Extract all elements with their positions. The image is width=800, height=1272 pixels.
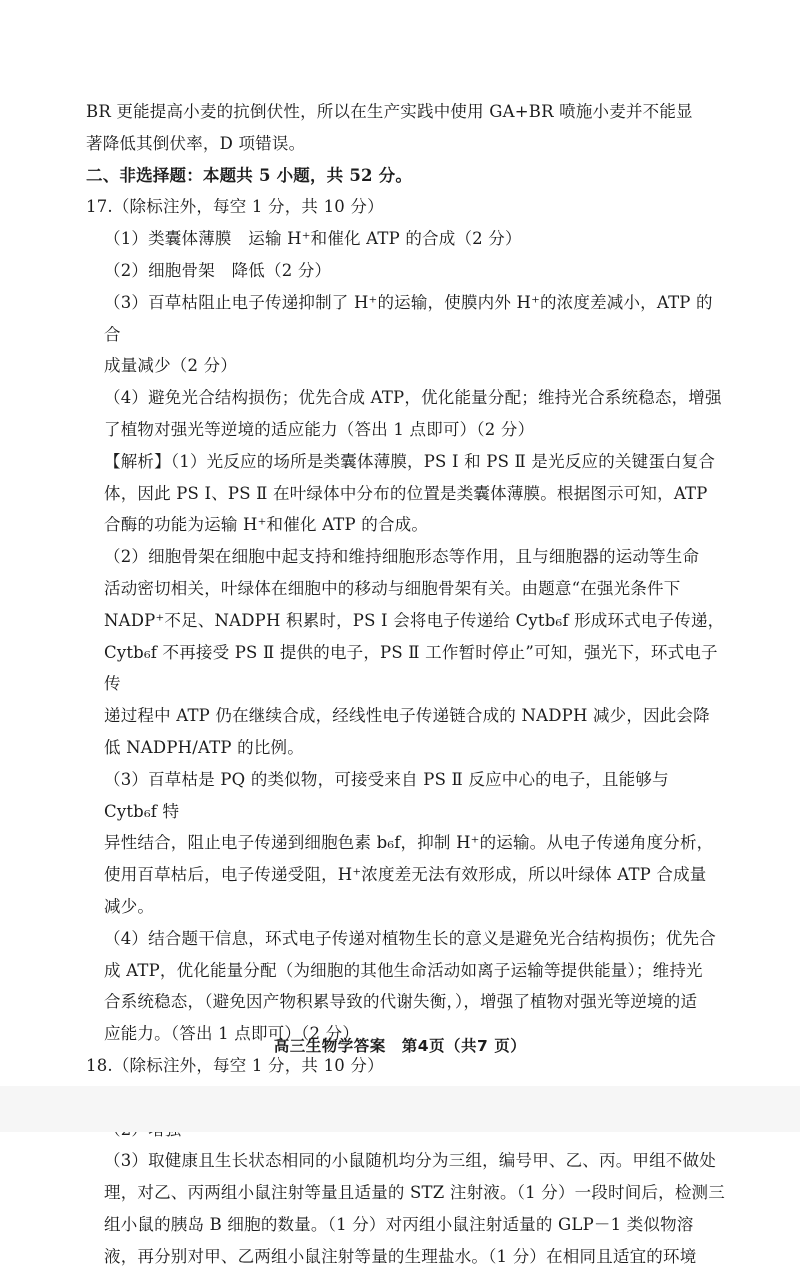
text-line: 组小鼠的胰岛 B 细胞的数量。（1 分）对丙组小鼠注射适量的 GLP－1 类似物溶 xyxy=(104,1214,694,1234)
text-line: 液，再分别对甲、乙两组小鼠注射等量的生理盐水。（1 分）在相同且适宜的环境 xyxy=(104,1246,697,1266)
answer-17-1: （1）类囊体薄膜 运输 H⁺和催化 ATP 的合成（2 分） xyxy=(104,229,522,249)
text-line: 成量减少（2 分） xyxy=(104,356,238,376)
text-line: Cytb₆f 不再接受 PS Ⅱ 提供的电子，PS Ⅱ 工作暂时停止”可知，强光下，环式电子传 xyxy=(104,642,718,694)
question-18-header: 18.（除标注外，每空 1 分，共 10 分） xyxy=(86,1055,384,1075)
text-line: 合系统稳态，（避免因产物积累导致的代谢失衡，），增强了植物对强光等逆境的适 xyxy=(104,992,698,1012)
text-line: 使用百草枯后，电子传递受阻，H⁺浓度差无法有效形成，所以叶绿体 ATP 合成量 xyxy=(104,865,707,885)
text-line: 应能力。（答出 1 点即可）（2 分） xyxy=(104,1024,360,1044)
text-line: 异性结合，阻止电子传递到细胞色素 b₆f，抑制 H⁺的运输。从电子传递角度分析， xyxy=(104,833,714,853)
text-line: NADP⁺不足、NADPH 积累时，PS Ⅰ 会将电子传递给 Cytb₆f 形成环式电子传递， xyxy=(104,610,725,630)
analysis-17-4: （4）结合题干信息，环式电子传递对植物生长的意义是避免光合结构损伤；优先合 xyxy=(104,928,716,948)
analysis-17-1: 【解析】（1）光反应的场所是类囊体薄膜，PS Ⅰ 和 PS Ⅱ 是光反应的关键蛋白复合 xyxy=(104,451,716,471)
text-line: 著降低其倒伏率，D 项错误。 xyxy=(86,133,306,153)
text-line: 减少。 xyxy=(104,896,155,916)
text-line: 成 ATP，优化能量分配（为细胞的其他生命活动如离子运输等提供能量）；维持光 xyxy=(104,960,703,980)
question-17-header: 17.（除标注外，每空 1 分，共 10 分） xyxy=(86,197,384,217)
answer-18-3: （3）取健康且生长状态相同的小鼠随机均分为三组，编号甲、乙、丙。甲组不做处 xyxy=(104,1151,716,1171)
text-line: 体，因此 PS Ⅰ、PS Ⅱ 在叶绿体中分布的位置是类囊体薄膜。根据图示可知，ATP xyxy=(104,483,708,503)
text-line: BR 更能提高小麦的抗倒伏性，所以在生产实践中使用 GA+BR 喷施小麦并不能显 xyxy=(86,102,693,121)
bottom-margin xyxy=(0,1086,800,1132)
text-line: 理，对乙、丙两组小鼠注射等量且适量的 STZ 注射液。（1 分）一段时间后，检测三 xyxy=(104,1183,725,1203)
analysis-17-2: （2）细胞骨架在细胞中起支持和维持细胞形态等作用，且与细胞器的运动等生命 xyxy=(104,547,700,567)
text-line: 合酶的功能为运输 H⁺和催化 ATP 的合成。 xyxy=(104,515,429,535)
text-line: 了植物对强光等逆境的适应能力（答出 1 点即可）（2 分） xyxy=(104,419,535,439)
answer-17-4: （4）避免光合结构损伤；优先合成 ATP，优化能量分配；维持光合系统稳态，增强 xyxy=(104,388,722,408)
section-heading: 二、非选择题：本题共 5 小题，共 52 分。 xyxy=(86,165,413,185)
page-footer: 高三生物学答案 第4页（共7 页） xyxy=(273,1037,527,1055)
answer-17-3: （3）百草枯阻止电子传递抑制了 H⁺的运输，使膜内外 H⁺的浓度差减小，ATP 的合 xyxy=(104,292,713,344)
text-line: 递过程中 ATP 仍在继续合成，经线性电子传递链合成的 NADPH 减少，因此会降 xyxy=(104,706,710,726)
analysis-17-3: （3）百草枯是 PQ 的类似物，可接受来自 PS Ⅱ 反应中心的电子，且能够与 Cytb₆f 特 xyxy=(104,769,669,821)
answer-17-2: （2）细胞骨架 降低（2 分） xyxy=(104,260,332,280)
text-line: 活动密切相关，叶绿体在细胞中的移动与细胞骨架有关。由题意“在强光条件下 xyxy=(104,578,681,598)
text-line: 低 NADPH/ATP 的比例。 xyxy=(104,737,304,757)
